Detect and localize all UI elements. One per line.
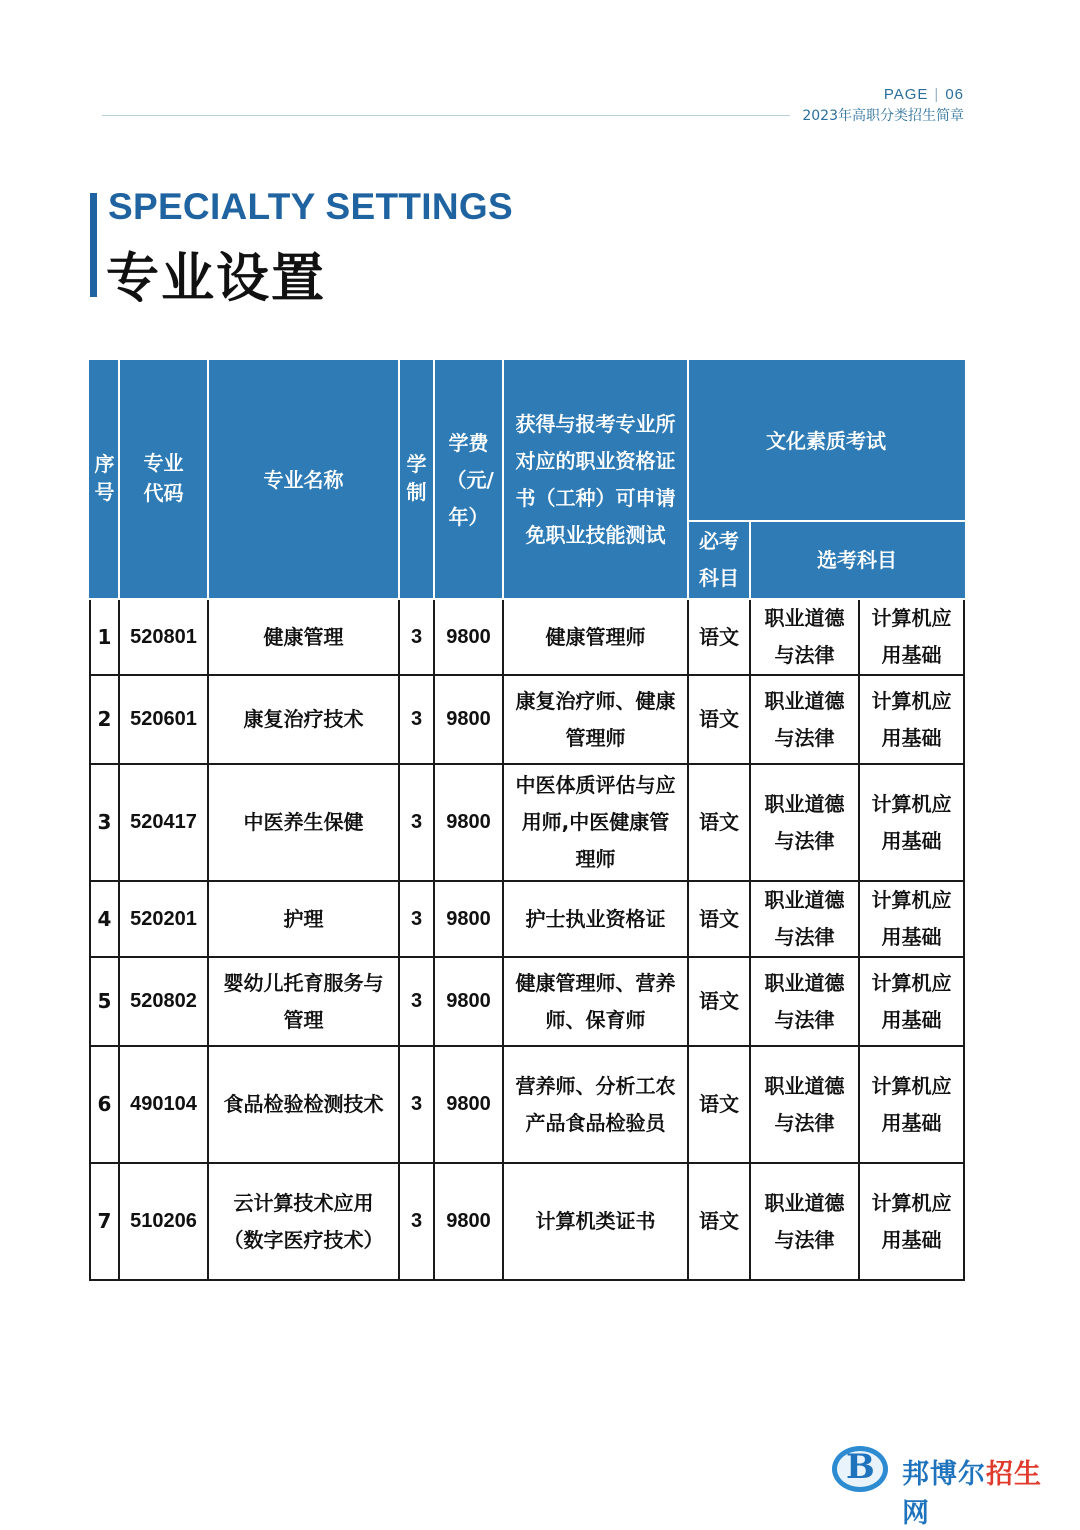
- cell-duration: 3: [399, 881, 434, 957]
- cell-optional-1: 职业道德与法律: [750, 881, 859, 957]
- cell-duration: 3: [399, 957, 434, 1046]
- cell-name: 婴幼儿托育服务与管理: [208, 957, 399, 1046]
- cell-code: 490104: [119, 1046, 208, 1163]
- page-number-label: [884, 86, 964, 103]
- cell-optional-2: 计算机应用基础: [859, 599, 964, 675]
- cell-optional-2: 计算机应用基础: [859, 1046, 964, 1163]
- cell-seq: 7: [90, 1163, 119, 1280]
- header-code: 专业代码: [119, 361, 208, 599]
- cell-required: 语文: [688, 599, 750, 675]
- cell-fee: 9800: [434, 881, 503, 957]
- table-row: [90, 881, 964, 957]
- cell-optional-2: 计算机应用基础: [859, 881, 964, 957]
- cell-optional-2: 计算机应用基础: [859, 1163, 964, 1280]
- watermark-logo: [832, 1446, 1062, 1529]
- header-divider: [102, 115, 790, 116]
- cell-required: 语文: [688, 957, 750, 1046]
- cell-certificate: 健康管理师: [503, 599, 688, 675]
- cell-seq: 2: [90, 675, 119, 764]
- cell-fee: 9800: [434, 1046, 503, 1163]
- header-fee: 学费（元/年）: [434, 361, 503, 599]
- title-accent-bar: [90, 193, 97, 297]
- cell-code: 520801: [119, 599, 208, 675]
- table-row: [90, 957, 964, 1046]
- cell-certificate: 计算机类证书: [503, 1163, 688, 1280]
- cell-certificate: 护士执业资格证: [503, 881, 688, 957]
- cell-name: 食品检验检测技术: [208, 1046, 399, 1163]
- header-exam-group: 文化素质考试: [688, 361, 964, 521]
- page-number: 06: [945, 86, 964, 103]
- cell-fee: 9800: [434, 599, 503, 675]
- cell-required: 语文: [688, 881, 750, 957]
- cell-certificate: 健康管理师、营养师、保育师: [503, 957, 688, 1046]
- cell-optional-1: 职业道德与法律: [750, 957, 859, 1046]
- header-optional: 选考科目: [750, 521, 964, 599]
- cell-code: 520201: [119, 881, 208, 957]
- section-title-chinese: 专业设置: [106, 248, 326, 309]
- header-required: 必考科目: [688, 521, 750, 599]
- table-row: [90, 1163, 964, 1280]
- header-certificate: 获得与报考专业所对应的职业资格证书（工种）可申请免职业技能测试: [503, 361, 688, 599]
- cell-required: 语文: [688, 1163, 750, 1280]
- cell-name: 护理: [208, 881, 399, 957]
- cell-name: 健康管理: [208, 599, 399, 675]
- cell-optional-2: 计算机应用基础: [859, 675, 964, 764]
- cell-duration: 3: [399, 1046, 434, 1163]
- cell-optional-2: 计算机应用基础: [859, 957, 964, 1046]
- cell-optional-1: 职业道德与法律: [750, 764, 859, 881]
- header-name: 专业名称: [208, 361, 399, 599]
- table-row: [90, 675, 964, 764]
- cell-required: 语文: [688, 675, 750, 764]
- cell-fee: 9800: [434, 764, 503, 881]
- page-label: PAGE: [883, 86, 929, 103]
- cell-fee: 9800: [434, 957, 503, 1046]
- cell-code: 520601: [119, 675, 208, 764]
- cell-duration: 3: [399, 599, 434, 675]
- cell-duration: 3: [399, 764, 434, 881]
- cell-optional-2: 计算机应用基础: [859, 764, 964, 881]
- table-row: [90, 599, 964, 675]
- specialty-table: [89, 360, 965, 1281]
- cell-code: 510206: [119, 1163, 208, 1280]
- separator: |: [934, 86, 940, 103]
- cell-certificate: 康复治疗师、健康管理师: [503, 675, 688, 764]
- cell-seq: 3: [90, 764, 119, 881]
- cell-certificate: 中医体质评估与应用师,中医健康管理师: [503, 764, 688, 881]
- cell-optional-1: 职业道德与法律: [750, 1163, 859, 1280]
- cell-fee: 9800: [434, 675, 503, 764]
- cell-required: 语文: [688, 764, 750, 881]
- cell-name: 康复治疗技术: [208, 675, 399, 764]
- cell-required: 语文: [688, 1046, 750, 1163]
- cell-duration: 3: [399, 1163, 434, 1280]
- logo-letter: B: [846, 1447, 875, 1487]
- cell-code: 520802: [119, 957, 208, 1046]
- cell-name: 云计算技术应用（数字医疗技术）: [208, 1163, 399, 1280]
- table-row: [90, 1046, 964, 1163]
- cell-duration: 3: [399, 675, 434, 764]
- cell-seq: 5: [90, 957, 119, 1046]
- cell-fee: 9800: [434, 1163, 503, 1280]
- cell-code: 520417: [119, 764, 208, 881]
- cell-optional-1: 职业道德与法律: [750, 599, 859, 675]
- cell-certificate: 营养师、分析工农产品食品检验员: [503, 1046, 688, 1163]
- table-row: [90, 764, 964, 881]
- cell-optional-1: 职业道德与法律: [750, 1046, 859, 1163]
- cell-seq: 6: [90, 1046, 119, 1163]
- header-duration: 学制: [399, 361, 434, 599]
- cell-seq: 1: [90, 599, 119, 675]
- logo-text: 邦博尔招生网: [902, 1459, 1042, 1529]
- header-seq: 序号: [90, 361, 119, 599]
- cell-optional-1: 职业道德与法律: [750, 675, 859, 764]
- header-subtitle: 2023年高职分类招生简章: [802, 108, 964, 124]
- section-title-english: SPECIALTY SETTINGS: [108, 186, 513, 227]
- cell-name: 中医养生保健: [208, 764, 399, 881]
- cell-seq: 4: [90, 881, 119, 957]
